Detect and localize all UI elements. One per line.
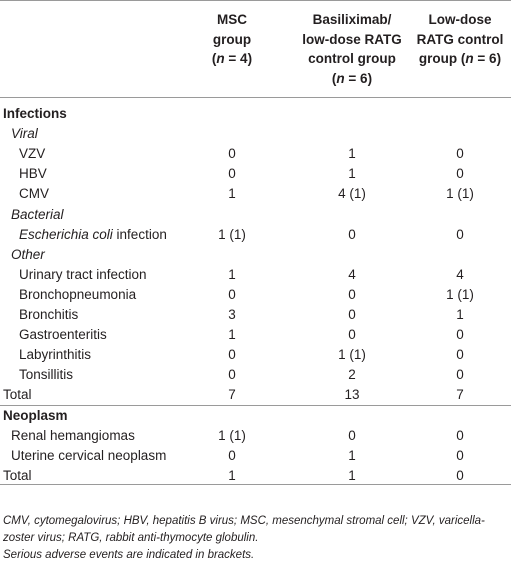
section-row (0, 406, 511, 426)
header-line: low-dose RATG (302, 31, 402, 47)
basiliximab-value: 1 (348, 166, 356, 182)
row-label (19, 225, 167, 245)
msc-value: 0 (228, 447, 236, 463)
msc-value: 3 (228, 307, 236, 322)
category-row (0, 205, 511, 225)
row-label-text: infection (112, 226, 167, 242)
table-row (0, 325, 511, 345)
header-n-line: group (n = 6) (418, 51, 502, 66)
row-label: Bronchitis (19, 307, 79, 322)
msc-value: 1 (228, 327, 236, 343)
msc-value: 1 (1) (218, 427, 246, 443)
top-rule (0, 0, 511, 1)
ratg-value: 0 (456, 467, 464, 483)
msc-value: 0 (228, 347, 236, 363)
basiliximab-value: 13 (344, 387, 360, 403)
basiliximab-value: 0 (348, 427, 356, 443)
row-label: Labyrinthitis (19, 347, 92, 363)
basiliximab-value: 0 (348, 327, 356, 343)
row-label: Renal hemangiomas (11, 427, 135, 443)
header-line: MSC (217, 12, 247, 27)
row-label: Bacterial (11, 206, 64, 222)
ratg-value: 0 (456, 166, 464, 182)
row-label: Other (11, 246, 45, 262)
row-label: Total (3, 387, 32, 403)
section-row (0, 104, 511, 124)
table-row (0, 285, 511, 305)
header-rule (0, 97, 511, 98)
basiliximab-value: 1 (348, 467, 356, 483)
row-label: HBV (19, 166, 47, 182)
ratg-value: 7 (456, 387, 464, 403)
ratg-value: 1 (1) (446, 286, 474, 302)
row-label: VZV (19, 146, 46, 162)
abbreviations-footnote: CMV, cytomegalovirus; HBV, hepatitis B virus; MSC, mesenchymal stromal cell; VZV, varicella-zoster virus; RATG, rabbit anti-thymocyte globulin. (3, 515, 485, 544)
basiliximab-value: 4 (348, 266, 356, 282)
category-row (0, 245, 511, 265)
msc-value: 7 (228, 387, 236, 403)
basiliximab-value: 1 (348, 146, 356, 162)
table-row (0, 144, 511, 164)
serious-events-footnote: Serious adverse events are indicated in brackets. (3, 549, 255, 561)
msc-value: 0 (228, 286, 236, 302)
msc-value: 0 (228, 166, 236, 182)
header-n-line: (n = 4) (211, 51, 253, 66)
ratg-value: 0 (456, 367, 464, 383)
msc-value: 1 (1) (218, 226, 246, 242)
ratg-value: 0 (456, 226, 464, 242)
row-label: CMV (19, 186, 49, 202)
row-label: Tonsillitis (19, 367, 74, 383)
row-label: Viral (11, 126, 38, 142)
row-label: Neoplasm (3, 407, 68, 423)
ratg-value: 0 (456, 146, 464, 162)
ratg-value: 4 (456, 266, 464, 282)
row-label: Uterine cervical neoplasm (11, 447, 167, 463)
msc-value: 1 (228, 186, 236, 202)
table-row (0, 265, 511, 285)
ratg-value: 0 (456, 327, 464, 343)
table-row (0, 365, 511, 385)
header-line: Low-dose (428, 12, 492, 27)
table-row (0, 225, 511, 245)
ratg-value: 0 (456, 347, 464, 363)
ratg-value: 0 (456, 447, 464, 463)
ratg-value: 1 (1) (446, 186, 474, 202)
basiliximab-value: 1 (348, 447, 356, 463)
bottom-rule (0, 484, 511, 485)
table-row (0, 345, 511, 365)
basiliximab-value: 0 (348, 286, 356, 302)
ratg-value: 1 (456, 307, 464, 322)
table-footnotes (3, 513, 508, 564)
basiliximab-value: 0 (348, 307, 356, 322)
header-line: control group (308, 51, 396, 66)
total-row (0, 466, 511, 486)
header-line: group (212, 31, 252, 47)
row-label: Total (3, 467, 32, 483)
row-label: Gastroenteritis (19, 327, 107, 343)
row-label: Urinary tract infection (19, 266, 147, 282)
header-basiliximab-group (287, 10, 417, 88)
ratg-value: 0 (456, 427, 464, 443)
table-row (0, 305, 511, 325)
msc-value: 1 (228, 467, 236, 483)
table-row (0, 164, 511, 184)
basiliximab-value: 1 (1) (338, 347, 366, 363)
header-n-line: (n = 6) (331, 70, 373, 86)
row-label-italic: Escherichia coli (19, 226, 113, 242)
msc-value: 0 (228, 367, 236, 383)
header-low-dose-ratg-group (410, 10, 510, 69)
basiliximab-value: 2 (348, 367, 356, 383)
row-label: Bronchopneumonia (19, 286, 137, 302)
header-line: Basiliximab/ (312, 12, 392, 27)
msc-value: 1 (228, 266, 236, 282)
header-line: RATG control (416, 31, 504, 47)
basiliximab-value: 4 (1) (338, 186, 366, 202)
basiliximab-value: 0 (348, 226, 356, 242)
row-label: Infections (3, 106, 67, 121)
total-row (0, 385, 511, 405)
header-msc-group (192, 10, 272, 69)
category-row (0, 124, 511, 144)
table-row (0, 184, 511, 204)
msc-value: 0 (228, 146, 236, 162)
table-row (0, 426, 511, 446)
table-row (0, 446, 511, 466)
